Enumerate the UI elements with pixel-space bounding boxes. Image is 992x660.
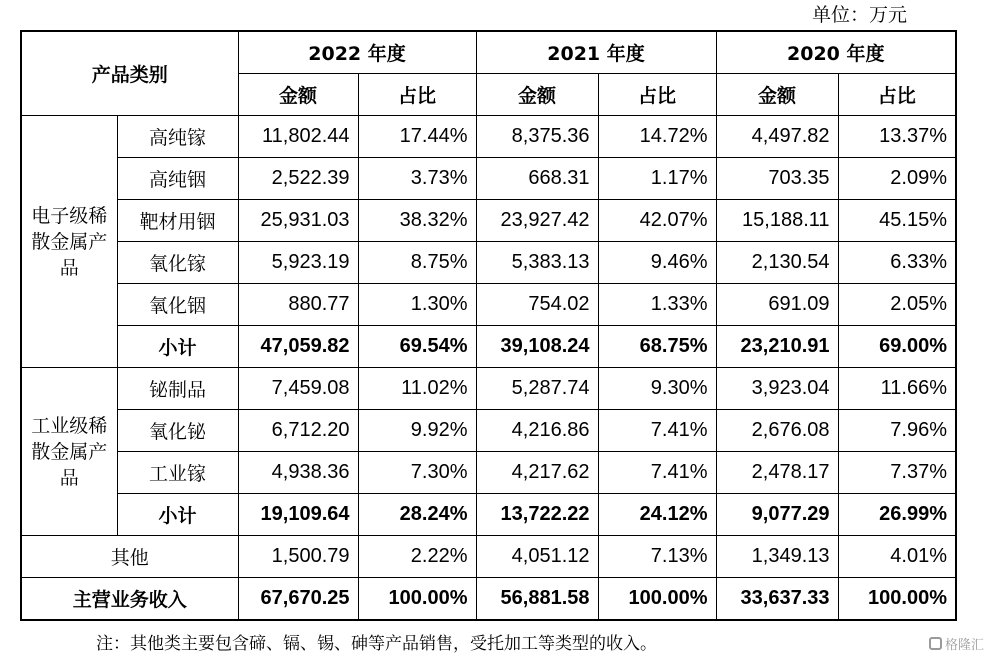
other-row: [21, 536, 956, 578]
ratio-cell: 4.01%: [838, 536, 956, 578]
ratio-cell: 13.37%: [838, 116, 956, 158]
subtotal-row: [21, 494, 956, 536]
ratio-cell: 14.72%: [598, 116, 716, 158]
ratio-cell: 7.96%: [838, 410, 956, 452]
header-amount: 金额: [716, 74, 838, 116]
amount-cell: 754.02: [476, 284, 598, 326]
amount-cell: 880.77: [238, 284, 358, 326]
subtotal-label: 小计: [117, 494, 238, 536]
watermark: [929, 634, 984, 653]
amount-cell: 4,497.82: [716, 116, 838, 158]
amount-cell: 11,802.44: [238, 116, 358, 158]
watermark-text: 格隆汇: [944, 638, 984, 653]
revenue-table: [20, 30, 957, 621]
ratio-cell: 69.54%: [358, 326, 476, 368]
ratio-cell: 2.05%: [838, 284, 956, 326]
amount-cell: 2,522.39: [238, 158, 358, 200]
amount-cell: 23,210.91: [716, 326, 838, 368]
subtotal-row: [21, 326, 956, 368]
header-category: 产品类别: [21, 31, 238, 116]
amount-cell: 8,375.36: [476, 116, 598, 158]
amount-cell: 9,077.29: [716, 494, 838, 536]
ratio-cell: 26.99%: [838, 494, 956, 536]
amount-cell: 4,217.62: [476, 452, 598, 494]
table-row: [21, 284, 956, 326]
product-name: 高纯镓: [117, 116, 238, 158]
table-row: [21, 242, 956, 284]
ratio-cell: 2.22%: [358, 536, 476, 578]
amount-cell: 23,927.42: [476, 200, 598, 242]
amount-cell: 39,108.24: [476, 326, 598, 368]
ratio-cell: 6.33%: [838, 242, 956, 284]
amount-cell: 4,216.86: [476, 410, 598, 452]
amount-cell: 2,478.17: [716, 452, 838, 494]
table-row: [21, 200, 956, 242]
group-label: 电子级稀散金属产品: [21, 116, 117, 368]
unit-label: 单位：万元: [812, 4, 908, 26]
amount-cell: 5,383.13: [476, 242, 598, 284]
amount-cell: 56,881.58: [476, 578, 598, 621]
header-amount: 金额: [238, 74, 358, 116]
amount-cell: 33,637.33: [716, 578, 838, 621]
amount-cell: 3,923.04: [716, 368, 838, 410]
watermark-logo-icon: [929, 637, 942, 650]
header-amount: 金额: [476, 74, 598, 116]
subtotal-label: 小计: [117, 326, 238, 368]
ratio-cell: 11.02%: [358, 368, 476, 410]
ratio-cell: 42.07%: [598, 200, 716, 242]
ratio-cell: 7.13%: [598, 536, 716, 578]
amount-cell: 1,349.13: [716, 536, 838, 578]
amount-cell: 2,130.54: [716, 242, 838, 284]
amount-cell: 691.09: [716, 284, 838, 326]
ratio-cell: 2.09%: [838, 158, 956, 200]
ratio-cell: 17.44%: [358, 116, 476, 158]
amount-cell: 1,500.79: [238, 536, 358, 578]
amount-cell: 6,712.20: [238, 410, 358, 452]
ratio-cell: 7.41%: [598, 410, 716, 452]
amount-cell: 5,923.19: [238, 242, 358, 284]
ratio-cell: 11.66%: [838, 368, 956, 410]
ratio-cell: 9.46%: [598, 242, 716, 284]
ratio-cell: 28.24%: [358, 494, 476, 536]
amount-cell: 4,051.12: [476, 536, 598, 578]
ratio-cell: 38.32%: [358, 200, 476, 242]
ratio-cell: 9.30%: [598, 368, 716, 410]
ratio-cell: 3.73%: [358, 158, 476, 200]
header-ratio: 占比: [838, 74, 956, 116]
ratio-cell: 1.33%: [598, 284, 716, 326]
amount-cell: 47,059.82: [238, 326, 358, 368]
table-row: [21, 452, 956, 494]
ratio-cell: 24.12%: [598, 494, 716, 536]
ratio-cell: 100.00%: [358, 578, 476, 621]
product-name: 氧化铟: [117, 284, 238, 326]
amount-cell: 703.35: [716, 158, 838, 200]
product-name: 氧化镓: [117, 242, 238, 284]
amount-cell: 19,109.64: [238, 494, 358, 536]
product-name: 靶材用铟: [117, 200, 238, 242]
total-row: [21, 578, 956, 621]
product-name: 工业镓: [117, 452, 238, 494]
header-year-2021: 2021 年度: [476, 31, 716, 74]
group-label: 工业级稀散金属产品: [21, 368, 117, 536]
table-row: [21, 410, 956, 452]
amount-cell: 5,287.74: [476, 368, 598, 410]
amount-cell: 13,722.22: [476, 494, 598, 536]
table-row: [21, 158, 956, 200]
product-name: 氧化铋: [117, 410, 238, 452]
product-name: 铋制品: [117, 368, 238, 410]
ratio-cell: 7.30%: [358, 452, 476, 494]
product-name: 高纯铟: [117, 158, 238, 200]
ratio-cell: 9.92%: [358, 410, 476, 452]
amount-cell: 4,938.36: [238, 452, 358, 494]
ratio-cell: 68.75%: [598, 326, 716, 368]
header-ratio: 占比: [598, 74, 716, 116]
amount-cell: 2,676.08: [716, 410, 838, 452]
header-year-2020: 2020 年度: [716, 31, 956, 74]
ratio-cell: 45.15%: [838, 200, 956, 242]
ratio-cell: 7.37%: [838, 452, 956, 494]
amount-cell: 668.31: [476, 158, 598, 200]
ratio-cell: 100.00%: [598, 578, 716, 621]
table-row: [21, 116, 956, 158]
ratio-cell: 100.00%: [838, 578, 956, 621]
ratio-cell: 69.00%: [838, 326, 956, 368]
amount-cell: 25,931.03: [238, 200, 358, 242]
header-year-2022: 2022 年度: [238, 31, 476, 74]
footnote: 注：其他类主要包含碲、镉、锡、砷等产品销售，受托加工等类型的收入。: [96, 634, 657, 654]
amount-cell: 15,188.11: [716, 200, 838, 242]
amount-cell: 7,459.08: [238, 368, 358, 410]
ratio-cell: 7.41%: [598, 452, 716, 494]
total-label: 主营业务收入: [21, 578, 238, 621]
ratio-cell: 8.75%: [358, 242, 476, 284]
header-ratio: 占比: [358, 74, 476, 116]
other-label: 其他: [21, 536, 238, 578]
ratio-cell: 1.17%: [598, 158, 716, 200]
table-row: [21, 368, 956, 410]
ratio-cell: 1.30%: [358, 284, 476, 326]
amount-cell: 67,670.25: [238, 578, 358, 621]
